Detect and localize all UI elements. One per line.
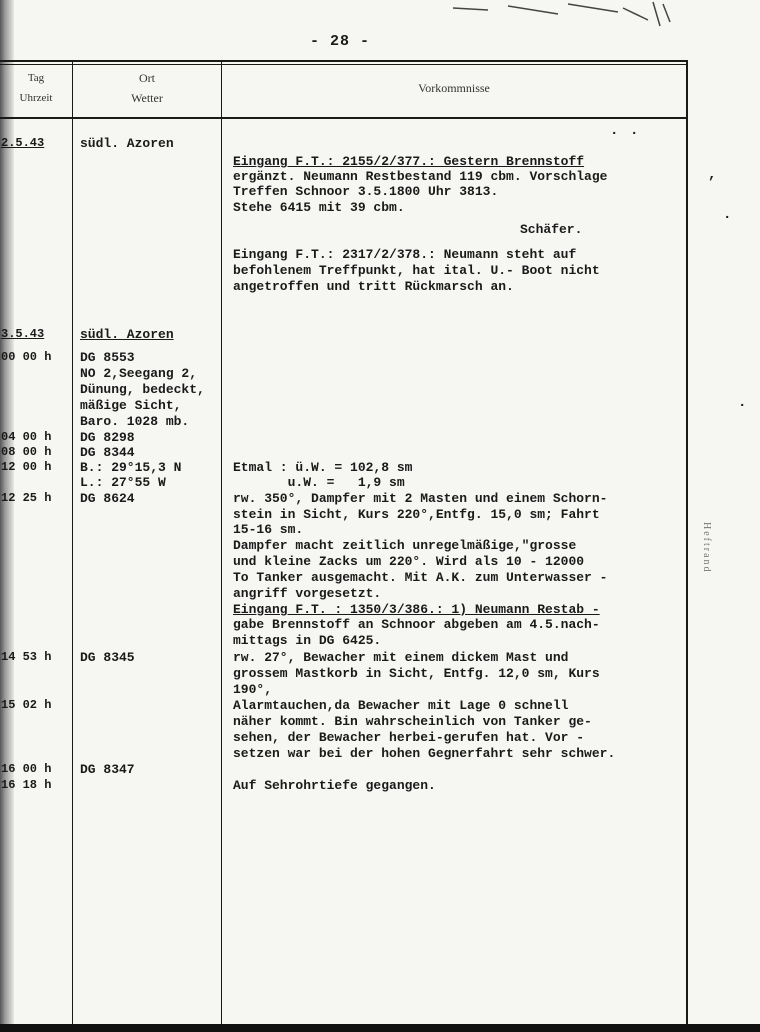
position-line: L.: 27°55 W: [80, 475, 166, 490]
table-top-rule: [0, 60, 688, 62]
log-line: Stehe 6415 mit 39 cbm.: [233, 200, 405, 215]
header-vorkommnisse: Vorkommnisse: [418, 81, 490, 95]
entry-date: 3.5.43: [1, 327, 45, 341]
log-line: 15-16 sm.: [233, 522, 304, 537]
header-tag-uhrzeit: [0, 68, 72, 108]
entry-place: südl. Azoren: [80, 327, 174, 342]
log-line: Etmal : ü.W. = 102,8 sm: [233, 460, 413, 475]
ink-dot: .: [723, 207, 732, 223]
log-line: angetroffen und tritt Rückmarsch an.: [233, 279, 514, 294]
weather-line: NO 2,Seegang 2,: [80, 366, 198, 381]
weather-line: DG 8298: [80, 430, 135, 445]
weather-line: Baro. 1028 mb.: [80, 414, 190, 429]
page-binding-edge: [0, 0, 14, 1032]
log-line: Dampfer macht zeitlich unregelmäßige,"grosse: [233, 538, 577, 553]
entry-time: 08 00 h: [1, 445, 52, 459]
log-line: stein in Sicht, Kurs 220°,Entfg. 15,0 sm; Fahrt: [233, 507, 600, 522]
page-number: - 28 -: [309, 33, 370, 50]
ink-dot: .: [610, 123, 619, 139]
ink-dot: ,: [708, 167, 717, 183]
weather-line: Dünung, bedeckt,: [80, 382, 205, 397]
log-line: 190°,: [233, 682, 273, 697]
side-note: Heftrand: [701, 522, 712, 574]
entry-time: 00 00 h: [1, 350, 52, 364]
entry-date: 2.5.43: [1, 136, 45, 150]
log-line: ergänzt. Neumann Restbestand 119 cbm. Vorschlage: [233, 169, 608, 184]
entry-time: 12 00 h: [1, 460, 52, 474]
log-line: gabe Brennstoff an Schnoor abgeben am 4.5.nach-: [233, 617, 600, 632]
position-line: B.: 29°15,3 N: [80, 460, 182, 475]
log-line: befohlenem Treffpunkt, hat ital. U.- Boot nicht: [233, 263, 600, 278]
entry-place: südl. Azoren: [80, 136, 174, 151]
log-line: To Tanker ausgemacht. Mit A.K. zum Unterwasser -: [233, 570, 608, 585]
table-header-rule: [0, 117, 688, 119]
log-line: u.W. = 1,9 sm: [233, 475, 405, 490]
column-divider-3: [686, 62, 688, 1024]
weather-line: DG 8344: [80, 445, 135, 460]
log-line: Treffen Schnoor 3.5.1800 Uhr 3813.: [233, 184, 499, 199]
log-line: mittags in DG 6425.: [233, 633, 382, 648]
log-line: Alarmtauchen,da Bewacher mit Lage 0 schnell: [233, 698, 569, 713]
signature-text: Schäfer.: [520, 222, 583, 237]
entry-time: 12 25 h: [1, 491, 52, 505]
log-line: und kleine Zacks um 220°. Wird als 10 - 12000: [233, 554, 585, 569]
header-uhrzeit: Uhrzeit: [19, 92, 53, 104]
log-line: näher kommt. Bin wahrscheinlich von Tanker ge-: [233, 714, 592, 729]
scan-bottom-edge: [0, 1024, 760, 1032]
weather-line: DG 8624: [80, 491, 135, 506]
header-wetter: Wetter: [131, 91, 163, 105]
log-line: Eingang F.T. : 1350/3/386.: 1) Neumann Restab -: [233, 602, 600, 617]
header-ort: Ort: [139, 71, 155, 85]
log-line: sehen, der Bewacher herbei-gerufen hat. Vor -: [233, 730, 585, 745]
scan-smudge: [448, 0, 678, 30]
column-divider-2: [221, 62, 222, 1024]
weather-line: DG 8345: [80, 650, 135, 665]
log-line: grossem Mastkorb in Sicht, Entfg. 12,0 sm, Kurs: [233, 666, 600, 681]
column-divider-1: [72, 62, 73, 1024]
log-line: Eingang F.T.: 2317/2/378.: Neumann steht auf: [233, 247, 577, 262]
log-line: setzen war bei der hohen Gegnerfahrt sehr schwer.: [233, 746, 616, 761]
log-line: rw. 350°, Dampfer mit 2 Masten und einem Schorn-: [233, 491, 608, 506]
ink-dot: .: [630, 123, 639, 139]
header-tag: Tag: [27, 72, 45, 84]
weather-line: mäßige Sicht,: [80, 398, 182, 413]
header-ort-wetter: [73, 68, 221, 108]
entry-time: 14 53 h: [1, 650, 52, 664]
weather-line: DG 8347: [80, 762, 135, 777]
log-line: rw. 27°, Bewacher mit einem dickem Mast und: [233, 650, 569, 665]
weather-line: DG 8553: [80, 350, 135, 365]
log-line: angriff vorgesetzt.: [233, 586, 382, 601]
entry-time: 04 00 h: [1, 430, 52, 444]
log-line: Auf Sehrohrtiefe gegangen.: [233, 778, 436, 793]
entry-time: 16 00 h: [1, 762, 52, 776]
entry-time: 15 02 h: [1, 698, 52, 712]
log-line: Eingang F.T.: 2155/2/377.: Gestern Brennstoff: [233, 154, 585, 169]
entry-time: 16 18 h: [1, 778, 52, 792]
ink-dot: .: [738, 395, 747, 411]
table-top-rule-thin: [0, 64, 688, 65]
